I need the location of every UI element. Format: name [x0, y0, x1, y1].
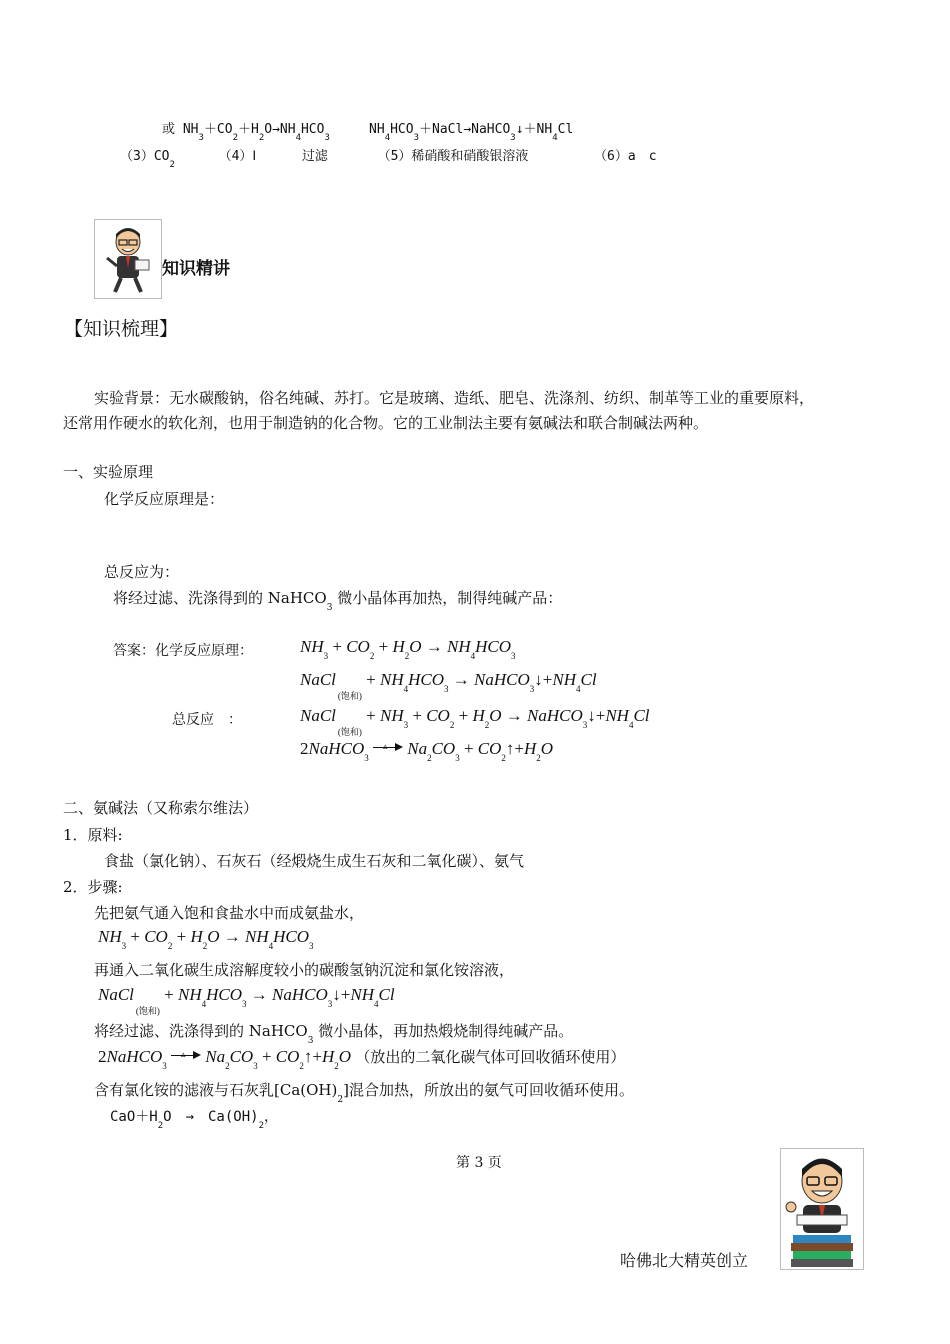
teacher-illustration-small	[94, 219, 162, 299]
step-3-note: （放出的二氧化碳气体可回收循环使用）	[355, 1050, 626, 1066]
principle-line-3-pre: 将经过滤、洗涤得到的 NaHCO	[113, 589, 327, 607]
step-2-equation: NaCl$_{(饱和)}$ + $NH_4HCO_3$ → $NaHCO_3↓+NH_4Cl$	[98, 985, 395, 1016]
step-1: 先把氨气通入饱和食盐水中而成氨盐水，	[94, 904, 365, 922]
answer-line-2: $(3)CO_2$ （4）Ⅰ 过滤 （5）稀硝酸和硝酸银溶液 （6）a c	[120, 149, 657, 170]
section-badge: 知识精讲	[162, 259, 230, 279]
background-para-1: 实验背景：无水碳酸钠，俗名纯碱、苏打。它是玻璃、造纸、肥皂、洗涤剂、纺织、制革等工业的重要原料，	[94, 389, 815, 407]
equation-2: NaCl$_{(饱和)}$ + $NH_4HCO_3$ → $NaHCO_3↓+NH_4Cl$	[300, 670, 597, 701]
answer-line-1: 或 $NH_3+CO_2+H_2O\to NH_4HCO_3$ $NH_4HCO_3+NaCl\to NaHCO_3↓+NH_4Cl$	[162, 122, 574, 143]
equation-1: $NH_3 + CO_2 + H_2O \to NH_4HCO_3$	[300, 637, 516, 661]
principle-line-3-post: 微小晶体再加热，制得纯碱产品：	[332, 589, 563, 607]
heat-arrow-icon: ▵	[373, 742, 403, 752]
step-3-equation: 2NaHCO$_3$ ▵ $Na_2CO_3$ + $CO_2↑+H_2O$ （放出的二氧化碳气体可回收循环使用）	[98, 1047, 626, 1071]
total-label: 总反应 ：	[172, 712, 242, 728]
step-4-equation: $CaO+H_2O$ → $Ca(OH)_2$，	[110, 1109, 278, 1131]
answer-label: 答案：化学反应原理：	[113, 643, 253, 659]
page-number: 第 3 页	[456, 1155, 502, 1171]
principle-line-3: 将经过滤、洗涤得到的 NaHCO$_3$ 微小晶体再加热，制得纯碱产品：	[113, 589, 563, 613]
background-para-2: 还常用作硬水的软化剂，也用于制造钠的化合物。它的工业制法主要有氨碱法和联合制碱法两种。	[63, 414, 709, 432]
saturated-label: (饱和)	[337, 691, 362, 701]
principle-heading: 一、实验原理	[63, 463, 154, 481]
section-title: 【知识梳理】	[64, 318, 179, 340]
step-3-pre: 将经过滤、洗涤得到的 NaHCO	[94, 1022, 308, 1040]
answer-4: （4）Ⅰ	[218, 149, 257, 164]
answer-3: （3）CO	[120, 149, 170, 164]
answer-6: （6）a c	[594, 149, 657, 164]
principle-line-1: 化学反应原理是：	[104, 490, 225, 508]
step-2: 再通入二氧化碳生成溶解度较小的碳酸氢钠沉淀和氯化铵溶液，	[94, 961, 515, 979]
saturated-label: (饱和)	[337, 727, 362, 737]
step-3: 将经过滤、洗涤得到的 NaHCO$_3$ 微小晶体，再加热煅烧制得纯碱产品。	[94, 1022, 574, 1046]
heat-arrow-icon: ▵	[171, 1050, 201, 1060]
saturated-label: (饱和)	[135, 1006, 160, 1016]
equation-4: 2NaHCO$_3$ ▵ $Na_2CO_3$ + $CO_2↑+H_2O$	[300, 739, 554, 763]
step-1-equation: $NH_3 + CO_2 + H_2O \to NH_4HCO_3$	[98, 927, 314, 951]
step-4-pre: 含有氯化铵的滤液与石灰乳[Ca(OH)	[94, 1081, 338, 1099]
raw-heading: 1．原料:	[63, 826, 123, 844]
raw-text: 食盐（氯化钠）、石灰石（经煅烧生成生石灰和二氧化碳）、氨气	[104, 852, 525, 870]
step-4-post: ]混合加热，所放出的氨气可回收循环使用。	[343, 1081, 634, 1099]
equation-3: NaCl$_{(饱和)}$ + $NH_3 + CO_2 + H_2O$ → $NaHCO_3↓+NH_4Cl$	[300, 706, 650, 737]
answer-4-note: 过滤	[301, 149, 328, 164]
teacher-illustration-large	[780, 1148, 864, 1270]
step-3-post: 微小晶体，再加热煅烧制得纯碱产品。	[313, 1022, 574, 1040]
principle-line-2: 总反应为：	[104, 563, 180, 581]
brand-label: 哈佛北大精英创立	[620, 1251, 749, 1270]
ammonia-soda-heading: 二、氨碱法（又称索尔维法）	[63, 799, 259, 817]
step-4: 含有氯化铵的滤液与石灰乳$[Ca(OH)_2]$混合加热，所放出的氨气可回收循环使用。	[94, 1081, 634, 1105]
answer-5: （5）稀硝酸和硝酸银溶液	[377, 149, 529, 164]
steps-heading: 2．步骤:	[63, 878, 123, 896]
answer-prefix: 或	[162, 122, 176, 137]
